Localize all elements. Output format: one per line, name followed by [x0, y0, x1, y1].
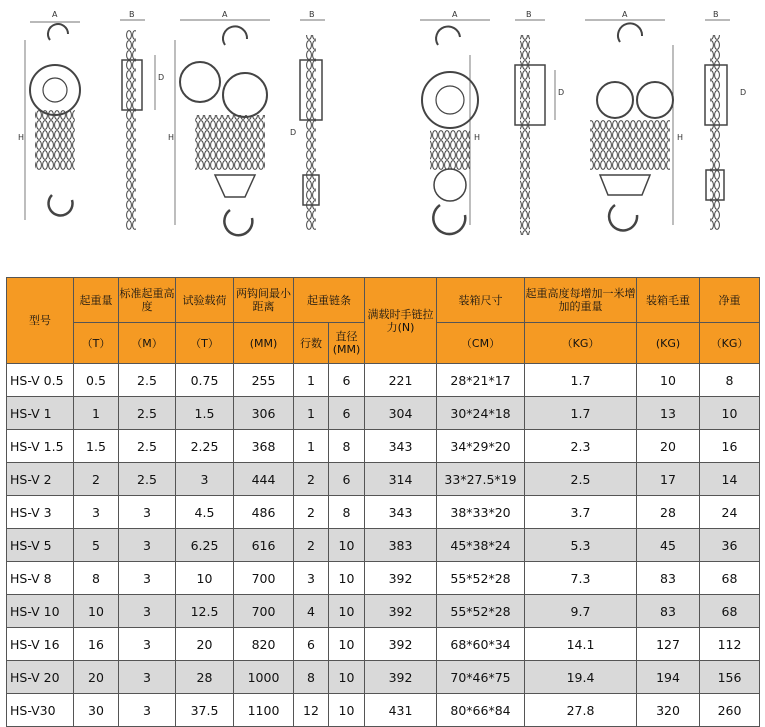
- cell-pull: 343: [365, 496, 437, 529]
- cell-test: 2.25: [176, 430, 234, 463]
- cell-net: 10: [700, 397, 760, 430]
- cell-dia: 6: [329, 364, 365, 397]
- cell-model: HS-V 8: [7, 562, 74, 595]
- cell-falls: 1: [294, 397, 329, 430]
- cell-capacity: 30: [74, 694, 119, 727]
- cell-extra: 9.7: [525, 595, 637, 628]
- cell-extra: 5.3: [525, 529, 637, 562]
- cell-extra: 3.7: [525, 496, 637, 529]
- cell-lift: 3: [119, 628, 176, 661]
- cell-lift: 2.5: [119, 430, 176, 463]
- hoist-1-side-view: [120, 20, 155, 230]
- cell-capacity: 10: [74, 595, 119, 628]
- cell-pull: 221: [365, 364, 437, 397]
- cell-gross: 17: [637, 463, 700, 496]
- table-header: [7, 278, 760, 364]
- unit-chain-falls: 行数: [294, 323, 329, 364]
- cell-lift: 3: [119, 562, 176, 595]
- unit-pack-size: （CM）: [437, 323, 525, 364]
- cell-model: HS-V 1.5: [7, 430, 74, 463]
- cell-falls: 2: [294, 463, 329, 496]
- cell-falls: 1: [294, 364, 329, 397]
- unit-extra-weight: （KG）: [525, 323, 637, 364]
- hoist-4-front-view: [585, 20, 673, 230]
- hoist-2-side-view: [300, 20, 325, 230]
- cell-net: 260: [700, 694, 760, 727]
- cell-pack: 55*52*28: [437, 562, 525, 595]
- cell-pull: 431: [365, 694, 437, 727]
- cell-net: 68: [700, 562, 760, 595]
- cell-pull: 314: [365, 463, 437, 496]
- cell-lift: 3: [119, 496, 176, 529]
- cell-pack: 33*27.5*19: [437, 463, 525, 496]
- cell-dia: 10: [329, 595, 365, 628]
- cell-pack: 45*38*24: [437, 529, 525, 562]
- cell-gross: 13: [637, 397, 700, 430]
- cell-capacity: 5: [74, 529, 119, 562]
- unit-net-weight: （KG）: [700, 323, 760, 364]
- table-row: [7, 562, 760, 595]
- svg-text:H: H: [677, 133, 684, 142]
- table-row: [7, 364, 760, 397]
- col-extra-weight: 起重高度每增加一米增加的重量: [525, 278, 637, 323]
- cell-net: 8: [700, 364, 760, 397]
- cell-dia: 10: [329, 628, 365, 661]
- cell-dist: 1000: [234, 661, 294, 694]
- table-row: [7, 628, 760, 661]
- cell-dia: 10: [329, 694, 365, 727]
- cell-model: HS-V 10: [7, 595, 74, 628]
- unit-gross-weight: (KG): [637, 323, 700, 364]
- cell-test: 3: [176, 463, 234, 496]
- table-body: [7, 364, 760, 727]
- cell-extra: 1.7: [525, 397, 637, 430]
- hoist-drawings: [0, 0, 765, 260]
- cell-gross: 28: [637, 496, 700, 529]
- cell-test: 28: [176, 661, 234, 694]
- cell-capacity: 1: [74, 397, 119, 430]
- cell-pack: 34*29*20: [437, 430, 525, 463]
- cell-model: HS-V 1: [7, 397, 74, 430]
- col-net-weight: 净重: [700, 278, 760, 323]
- cell-falls: 2: [294, 496, 329, 529]
- cell-pull: 383: [365, 529, 437, 562]
- table-row: [7, 529, 760, 562]
- cell-falls: 8: [294, 661, 329, 694]
- cell-lift: 2.5: [119, 397, 176, 430]
- cell-test: 10: [176, 562, 234, 595]
- cell-capacity: 1.5: [74, 430, 119, 463]
- cell-test: 0.75: [176, 364, 234, 397]
- hoist-3-side-view: [515, 20, 555, 235]
- cell-capacity: 0.5: [74, 364, 119, 397]
- cell-falls: 2: [294, 529, 329, 562]
- cell-dist: 255: [234, 364, 294, 397]
- svg-text:A: A: [52, 10, 58, 19]
- cell-extra: 19.4: [525, 661, 637, 694]
- cell-net: 16: [700, 430, 760, 463]
- cell-dist: 486: [234, 496, 294, 529]
- table-row: [7, 397, 760, 430]
- svg-text:H: H: [168, 133, 175, 142]
- cell-pack: 55*52*28: [437, 595, 525, 628]
- cell-lift: 2.5: [119, 364, 176, 397]
- svg-text:A: A: [222, 10, 228, 19]
- cell-pack: 30*24*18: [437, 397, 525, 430]
- table-row: [7, 595, 760, 628]
- spec-table: [6, 277, 760, 727]
- svg-text:H: H: [18, 133, 25, 142]
- svg-text:A: A: [452, 10, 458, 19]
- cell-capacity: 20: [74, 661, 119, 694]
- cell-test: 12.5: [176, 595, 234, 628]
- cell-lift: 3: [119, 694, 176, 727]
- cell-dia: 10: [329, 661, 365, 694]
- cell-net: 36: [700, 529, 760, 562]
- cell-pull: 392: [365, 595, 437, 628]
- svg-text:B: B: [713, 10, 719, 19]
- table-row: [7, 694, 760, 727]
- cell-falls: 1: [294, 430, 329, 463]
- hoist-3-front-view: [420, 20, 490, 234]
- cell-dia: 10: [329, 529, 365, 562]
- cell-model: HS-V 20: [7, 661, 74, 694]
- cell-lift: 3: [119, 529, 176, 562]
- hoist-1-front-view: [25, 22, 80, 220]
- cell-net: 24: [700, 496, 760, 529]
- cell-dist: 616: [234, 529, 294, 562]
- cell-lift: 2.5: [119, 463, 176, 496]
- cell-dist: 700: [234, 562, 294, 595]
- cell-capacity: 2: [74, 463, 119, 496]
- cell-model: HS-V 5: [7, 529, 74, 562]
- hoist-2-front-view: [175, 20, 270, 235]
- hoist-technical-drawings: [0, 0, 765, 260]
- svg-text:D: D: [740, 88, 747, 97]
- svg-text:H: H: [474, 133, 481, 142]
- cell-test: 20: [176, 628, 234, 661]
- cell-falls: 4: [294, 595, 329, 628]
- cell-pack: 38*33*20: [437, 496, 525, 529]
- cell-gross: 45: [637, 529, 700, 562]
- cell-gross: 194: [637, 661, 700, 694]
- cell-dist: 700: [234, 595, 294, 628]
- cell-pack: 28*21*17: [437, 364, 525, 397]
- cell-gross: 20: [637, 430, 700, 463]
- cell-dia: 8: [329, 430, 365, 463]
- cell-capacity: 3: [74, 496, 119, 529]
- cell-dia: 6: [329, 463, 365, 496]
- col-pack-size: 装箱尺寸: [437, 278, 525, 323]
- cell-pull: 392: [365, 628, 437, 661]
- cell-capacity: 16: [74, 628, 119, 661]
- cell-falls: 12: [294, 694, 329, 727]
- table-row: [7, 430, 760, 463]
- cell-model: HS-V 2: [7, 463, 74, 496]
- svg-text:D: D: [158, 73, 165, 82]
- cell-lift: 3: [119, 661, 176, 694]
- table-row: [7, 496, 760, 529]
- cell-test: 1.5: [176, 397, 234, 430]
- cell-gross: 83: [637, 562, 700, 595]
- col-model: 型号: [7, 278, 74, 364]
- cell-dist: 1100: [234, 694, 294, 727]
- unit-capacity: （T）: [74, 323, 119, 364]
- svg-text:D: D: [290, 128, 297, 137]
- cell-lift: 3: [119, 595, 176, 628]
- cell-test: 4.5: [176, 496, 234, 529]
- cell-pull: 304: [365, 397, 437, 430]
- cell-falls: 6: [294, 628, 329, 661]
- col-test-load: 试验载荷: [176, 278, 234, 323]
- cell-model: HS-V 0.5: [7, 364, 74, 397]
- cell-net: 14: [700, 463, 760, 496]
- cell-gross: 127: [637, 628, 700, 661]
- cell-extra: 14.1: [525, 628, 637, 661]
- cell-gross: 83: [637, 595, 700, 628]
- cell-dia: 8: [329, 496, 365, 529]
- col-load-chain: 起重链条: [294, 278, 365, 323]
- cell-extra: 2.3: [525, 430, 637, 463]
- cell-pack: 80*66*84: [437, 694, 525, 727]
- cell-pack: 68*60*34: [437, 628, 525, 661]
- cell-net: 68: [700, 595, 760, 628]
- svg-text:B: B: [526, 10, 532, 19]
- table-row: [7, 463, 760, 496]
- cell-model: HS-V 3: [7, 496, 74, 529]
- col-hand-pull: 满载时手链拉力(N): [365, 278, 437, 364]
- unit-chain-diameter: 直径(MM): [329, 323, 365, 364]
- cell-dist: 820: [234, 628, 294, 661]
- unit-test-load: （T）: [176, 323, 234, 364]
- cell-dist: 444: [234, 463, 294, 496]
- cell-gross: 10: [637, 364, 700, 397]
- col-min-dist: 两钩间最小距离: [234, 278, 294, 323]
- svg-text:B: B: [309, 10, 315, 19]
- cell-test: 37.5: [176, 694, 234, 727]
- cell-net: 112: [700, 628, 760, 661]
- col-gross-weight: 装箱毛重: [637, 278, 700, 323]
- cell-pack: 70*46*75: [437, 661, 525, 694]
- cell-extra: 27.8: [525, 694, 637, 727]
- cell-pull: 392: [365, 562, 437, 595]
- cell-dist: 368: [234, 430, 294, 463]
- cell-net: 156: [700, 661, 760, 694]
- cell-dia: 10: [329, 562, 365, 595]
- unit-std-lift: （M）: [119, 323, 176, 364]
- cell-extra: 2.5: [525, 463, 637, 496]
- cell-pull: 392: [365, 661, 437, 694]
- cell-extra: 1.7: [525, 364, 637, 397]
- unit-min-dist: (MM): [234, 323, 294, 364]
- cell-dist: 306: [234, 397, 294, 430]
- svg-text:A: A: [622, 10, 628, 19]
- col-std-lift: 标准起重高度: [119, 278, 176, 323]
- cell-capacity: 8: [74, 562, 119, 595]
- cell-gross: 320: [637, 694, 700, 727]
- cell-pull: 343: [365, 430, 437, 463]
- table-row: [7, 661, 760, 694]
- col-capacity: 起重量: [74, 278, 119, 323]
- cell-extra: 7.3: [525, 562, 637, 595]
- cell-model: HS-V 16: [7, 628, 74, 661]
- cell-model: HS-V30: [7, 694, 74, 727]
- hoist-4-side-view: [705, 20, 730, 230]
- svg-text:B: B: [129, 10, 135, 19]
- svg-text:D: D: [558, 88, 565, 97]
- cell-test: 6.25: [176, 529, 234, 562]
- cell-falls: 3: [294, 562, 329, 595]
- cell-dia: 6: [329, 397, 365, 430]
